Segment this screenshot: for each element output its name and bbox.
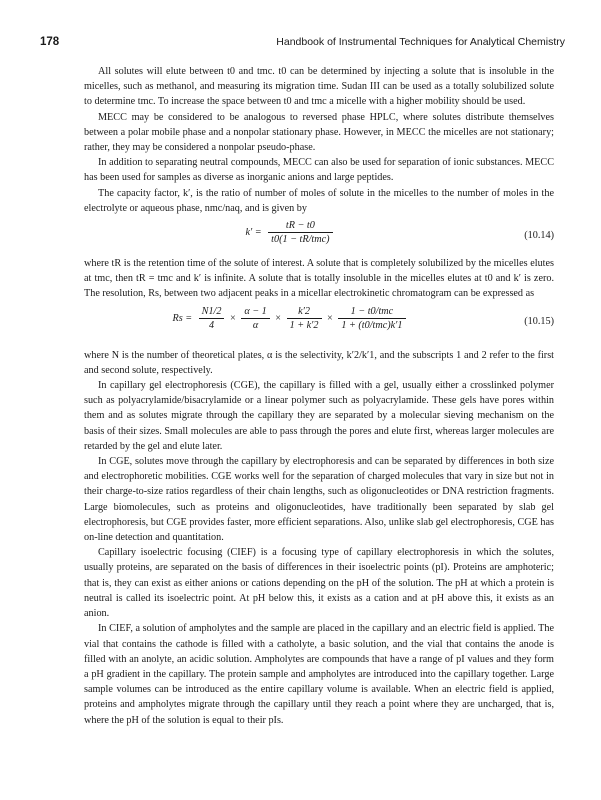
equation-number: (10.15) — [524, 315, 554, 327]
paragraph: The capacity factor, k′, is the ratio of number of moles of solute in the micelles to the number of moles in the electrolyte or aqueous phase, nmc/naq, and is given by — [84, 187, 554, 214]
times-operator: × — [230, 312, 236, 324]
paragraph: All solutes will elute between t0 and tmc. t0 can be determined by injecting a solute that is insoluble in the micelles, such as methanol, and measuring its migration time. Sudan III can be used as a totally solubilized solute to determine tmc. To increase the space between t0 and tmc a micelle with a higher mobility should be used. — [84, 66, 554, 108]
fraction-denominator: α — [252, 319, 259, 331]
paragraph: In capillary gel electrophoresis (CGE), the capillary is filled with a gel, usually either a crosslinked polymer such as polyacrylamide/bisacrylamide or a linear polymer such as polyacrylamide. These gels have pores within them and as solutes migrate through the capillary they are separated by a molecular sieving mechanism on the basis of their sizes. Small molecules are able to pass through the pores and elute first, whereas larger molecules are retarded by the gel and elute later. — [84, 380, 554, 452]
fraction-denominator: t0(1 − tR/tmc) — [271, 234, 330, 246]
equation-10-14 — [84, 219, 554, 253]
equation-fraction — [268, 219, 332, 246]
equation-lhs: k′ = — [245, 226, 262, 238]
paragraph: In CGE, solutes move through the capillary by electrophoresis and can be separated by differences in both size and electrophoretic mobilities. CGE works well for the separation of charged molecules that vary in size but not in their charge-to-size ratios regardless of their chain lengths, such as oligonucleotides or DNA restriction fragments. Large biomolecules, such as proteins and oligonucleotides, have traditionally been separated by slab gel electrophoresis, but CGE provides faster, more efficient separations. Also, unlike slab gel electrophoresis, CGE has on-line detection and quantitation. — [84, 456, 554, 544]
equation-number: (10.14) — [524, 230, 554, 242]
times-operator: × — [327, 312, 333, 324]
equation-fraction — [241, 305, 269, 332]
page-number: 178 — [40, 36, 60, 48]
paragraph: In CIEF, a solution of ampholytes and the sample are placed in the capillary and an electric field is applied. The vial that contains the cathode is filled with a catholyte, a basic solution, and the vial that contains the anode is filled with an anolyte, an acidic solution. Ampholytes are compounds that have a range of pI values and they form a pH gradient in the capillary. The protein sample and ampholytes are introduced into the capillary together. Large sample volumes can be introduced as the entire capillary volume is available. When an electric field is applied, proteins and ampholytes migrate through the capillary until they reach a point where they are uncharged, that is, where the pH of the solution is equal to their pIs. — [84, 623, 554, 726]
body-text — [84, 64, 554, 728]
page-header — [40, 36, 565, 50]
equation-fraction — [287, 305, 322, 332]
running-head: Handbook of Instrumental Techniques for Analytical Chemistry — [276, 36, 565, 48]
paragraph: where tR is the retention time of the solute of interest. A solute that is completely solubilized by the micelles elutes at tmc, then tR = tmc and k′ is infinite. A solute that is totally insoluble in the micelles elutes at t0 and k′ is zero. The resolution, Rs, between two adjacent peaks in a micellar electrokinetic chromatogram can be expressed as — [84, 258, 554, 300]
paragraph: where N is the number of theoretical plates, α is the selectivity, k′2/k′1, and the subscripts 1 and 2 refer to the first and second solute, respectively. — [84, 349, 554, 376]
fraction-numerator: α − 1 — [241, 305, 269, 319]
fraction-numerator: N1/2 — [199, 305, 225, 319]
fraction-denominator: 1 + k′2 — [289, 319, 319, 331]
equation-fraction — [338, 305, 405, 332]
equation-lhs: Rs = — [172, 312, 193, 324]
fraction-numerator: k′2 — [287, 305, 322, 319]
paragraph: Capillary isoelectric focusing (CIEF) is a focusing type of capillary electrophoresis in which the solutes, usually proteins, are separated on the basis of differences in their isoelectric points (pI). Proteins are amphoteric; that is, they can exist as either anions or cations depending on the pH of the solution. The pH at which a protein is neutral is called its isoelectric point. At pH below this, it exists as a cation and at pH above this, it exists as an anion. — [84, 547, 554, 620]
fraction-denominator: 4 — [209, 319, 215, 331]
paragraph: MECC may be considered to be analogous to reversed phase HPLC, where solutes distribute themselves between a polar mobile phase and a nonpolar stationary phase. However, in MECC the micelles are not stationary; rather, they may be considered a nonpolar pseudo-phase. — [84, 111, 554, 154]
equation-fraction — [199, 305, 225, 332]
equation-10-15 — [84, 305, 554, 345]
fraction-numerator: tR − t0 — [268, 219, 332, 233]
paragraph: In addition to separating neutral compounds, MECC can also be used for separation of ionic substances. MECC has been used for samples as diverse as inorganic anions and large peptides. — [84, 157, 554, 184]
times-operator: × — [275, 312, 282, 324]
fraction-numerator: 1 − t0/tmc — [338, 305, 405, 319]
fraction-denominator: 1 + (t0/tmc)k′1 — [341, 319, 403, 331]
